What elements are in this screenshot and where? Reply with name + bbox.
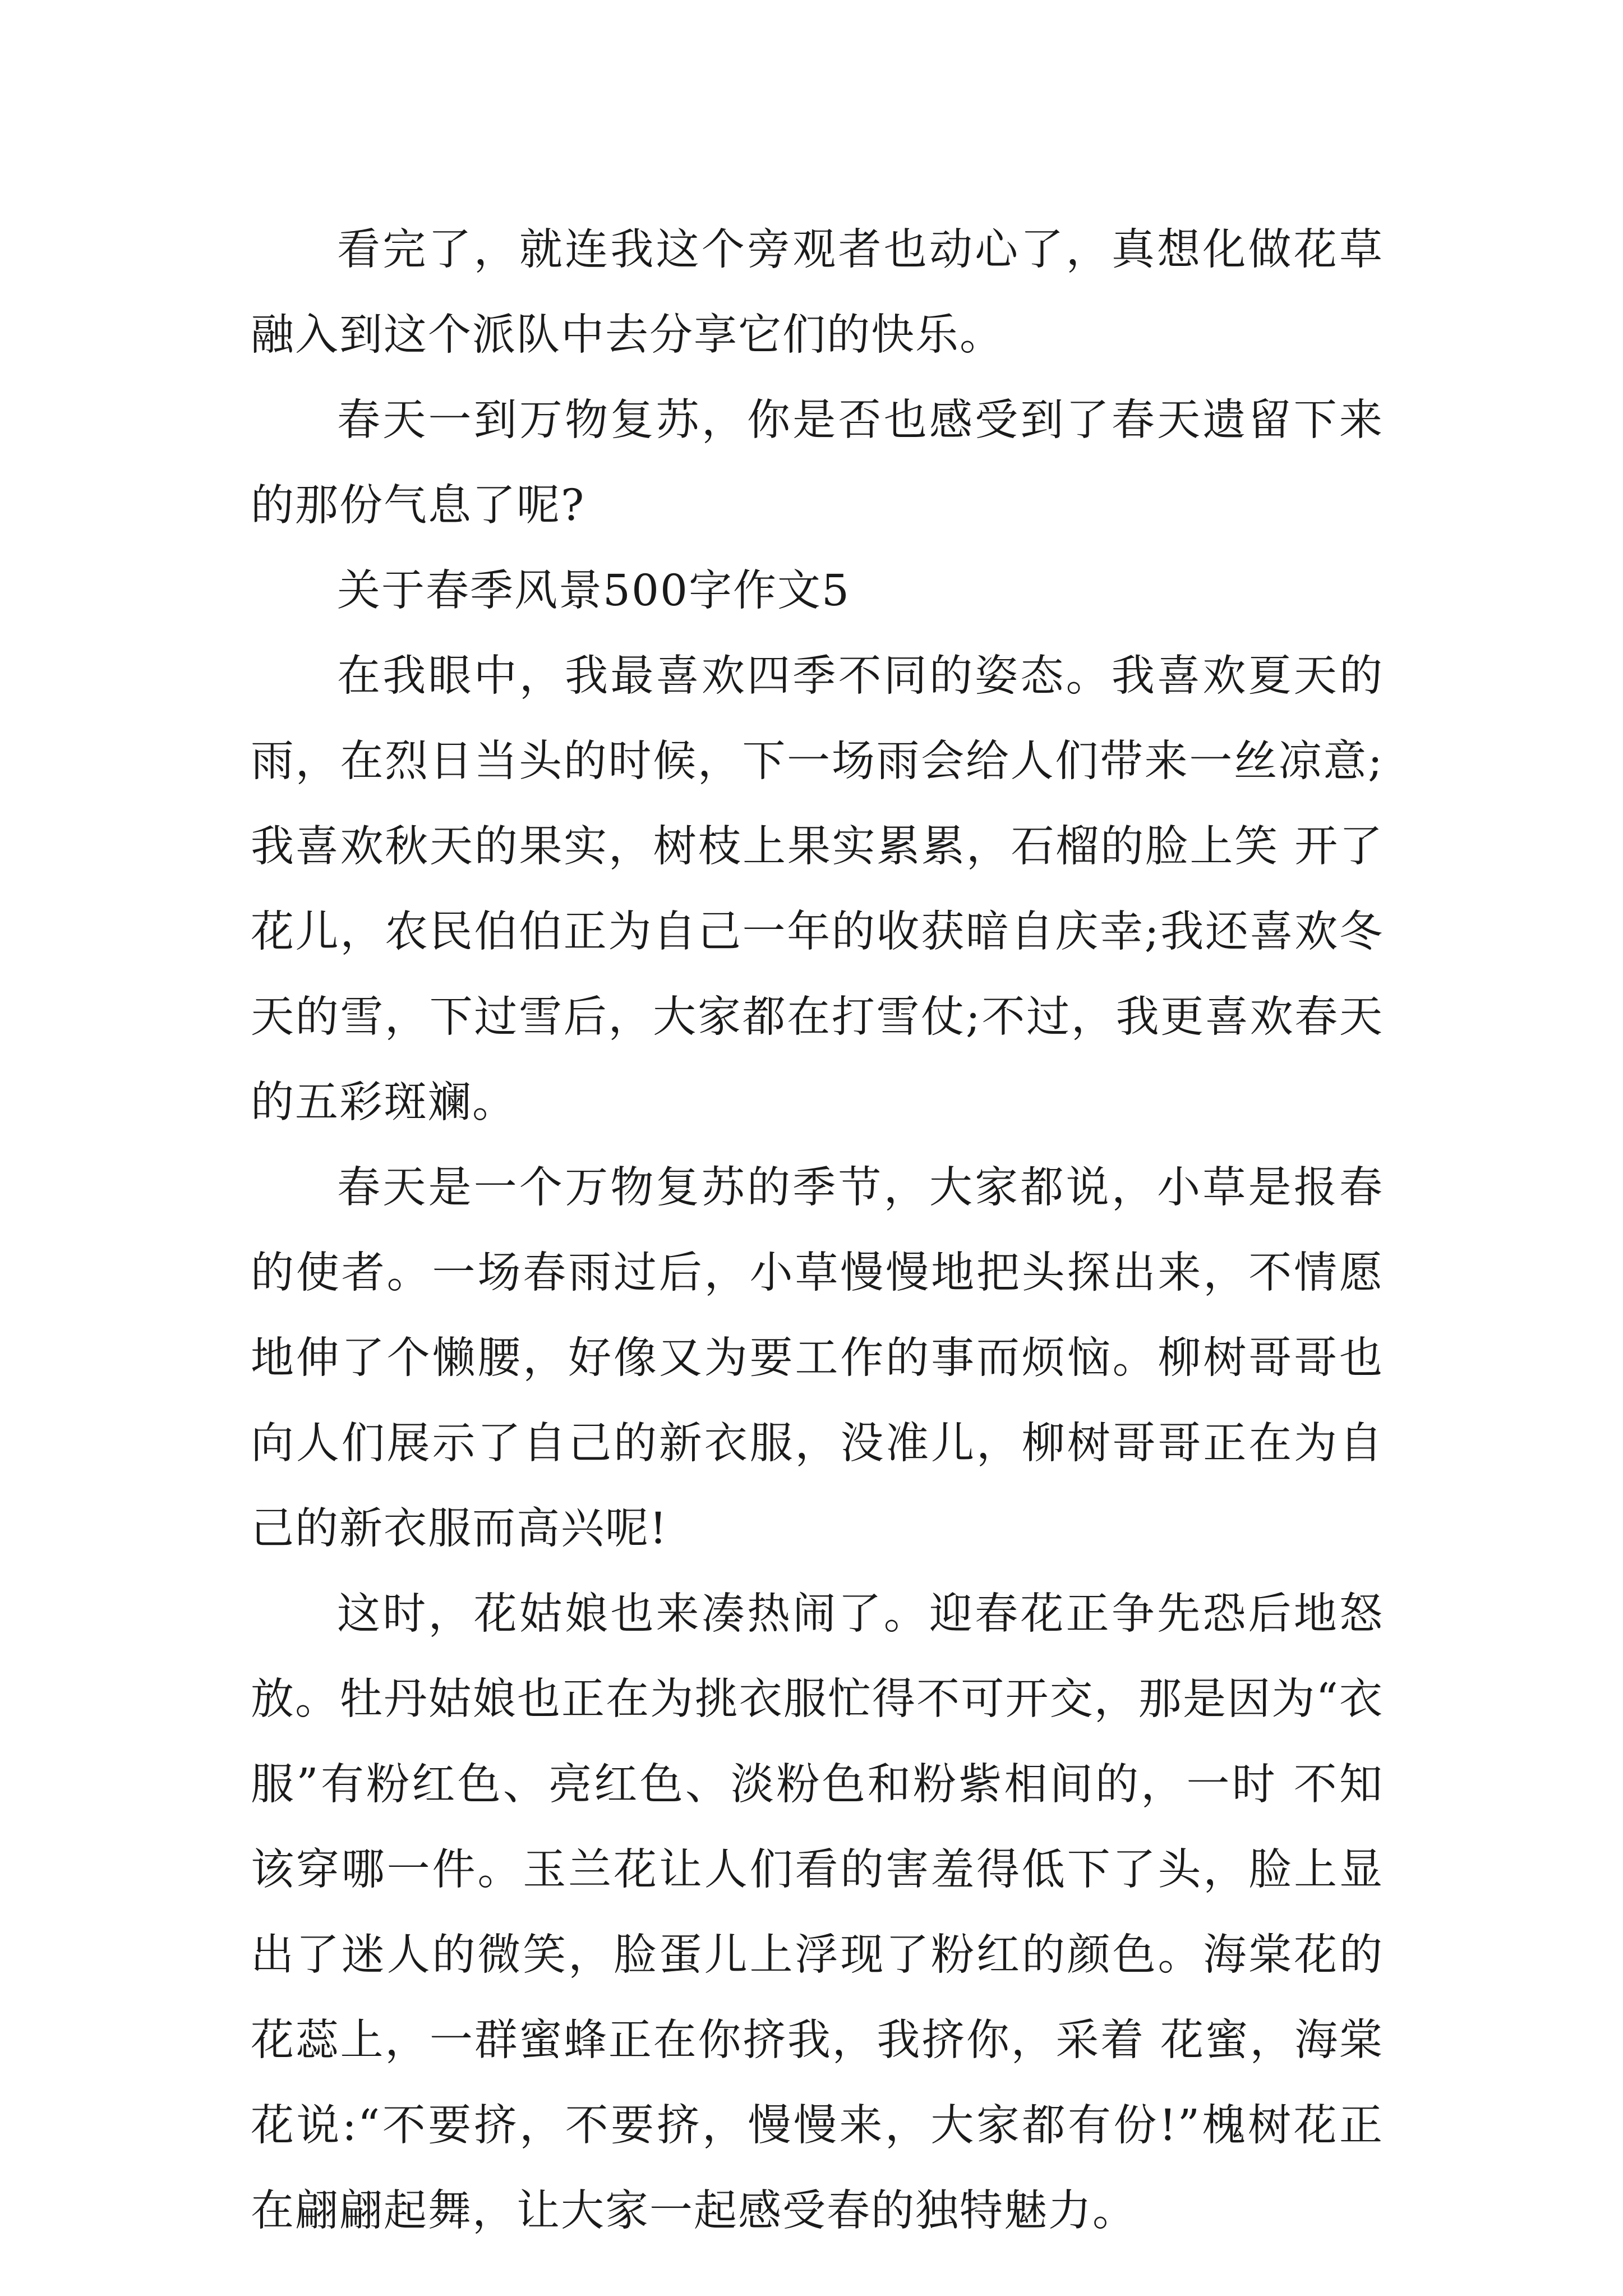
- essay-paragraph-2: 春天是一个万物复苏的季节，大家都说，小草是报春的使者。一场春雨过后，小草慢慢地把头探出来，不情愿地伸了个懒腰，好像又为要工作的事而烦恼。柳树哥哥也向人们展示了自己的新衣服，没准儿，柳树哥哥正在为自己的新衣服而高兴呢!: [251, 1163, 1384, 1554]
- document-body: [251, 208, 1384, 2254]
- paragraph-2: 春天一到万物复苏，你是否也感受到了春天遗留下来的那份气息了呢?: [251, 395, 1384, 531]
- essay-paragraph-3: 这时，花姑娘也来凑热闹了。迎春花正争先恐后地怒放。牡丹姑娘也正在为挑衣服忙得不可开交，那是因为“衣服”有粉红色、亮红色、淡粉色和粉紫相间的，一时 不知该穿哪一件。玉兰花让人们看的害羞得低下了头，脸上显出了迷人的微笑，脸蛋儿上浮现了粉红的颜色。海棠花的花蕊上，一群蜜蜂正在你挤我，我挤你，采着 花蜜，海棠花说:“不要挤，不要挤，慢慢来，大家都有份!”槐树花正在翩翩起舞，让大家一起感受春的独特魅力。: [251, 1589, 1384, 2236]
- section-heading: 关于春季风景500字作文5: [337, 566, 850, 616]
- essay-paragraph-1: 在我眼中，我最喜欢四季不同的姿态。我喜欢夏天的雨，在烈日当头的时候，下一场雨会给人们带来一丝凉意;我喜欢秋天的果实，树枝上果实累累，石榴的脸上笑 开了花儿，农民伯伯正为自己一年的收获暗自庆幸;我还喜欢冬天的雪，下过雪后，大家都在打雪仗;不过，我更喜欢春天的五彩斑斓。: [251, 651, 1384, 1128]
- paragraph-1: 看完了，就连我这个旁观者也动心了，真想化做花草融入到这个派队中去分享它们的快乐。: [251, 225, 1384, 360]
